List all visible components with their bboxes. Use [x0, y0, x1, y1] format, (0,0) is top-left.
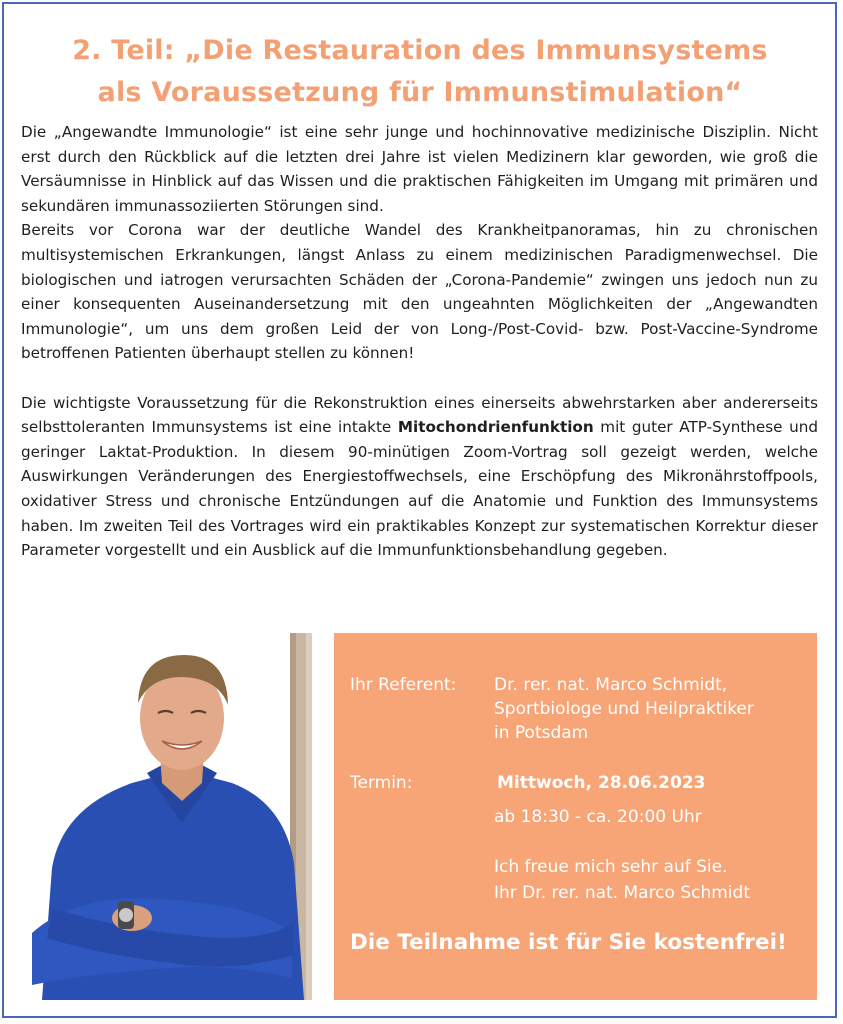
closing-greeting: Ich freue mich sehr auf Sie.: [494, 857, 728, 877]
referent-location: in Potsdam: [494, 723, 589, 743]
mitochondria-highlight: Mitochondrienfunktion: [397, 418, 594, 437]
paragraph-3-end: mit guter ATP-Synthese und geringer Laktat-Produktion. In diesem 90-minütigen Zoom-Vortrag soll gezeigt werden, welche Auswirkungen Veränderungen des Energiestoffwechsels, eine Erschöpfung des Mikronährstoffpools, oxidativer Stress und chronische Entzündungen auf die Anatomie und Funktion des Immunsystems haben. Im zweiten Teil des Vortrages wird ein praktikables Konzept zur systematischen Korrektur dieser Parameter vorgestellt und ein Ausblick auf die Immunfunktionsbehandlung gegeben.: [21, 418, 818, 560]
title-line-1: 2. Teil: „Die Restauration des Immunsystems: [72, 35, 768, 66]
paragraph-3: [21, 391, 818, 563]
event-time: ab 18:30 - ca. 20:00 Uhr: [494, 807, 702, 827]
referent-label: Ihr Referent:: [350, 675, 457, 695]
description-text: [21, 120, 818, 563]
paragraph-3-start: Die wichtigste Voraussetzung für die Rekonstruktion eines einerseits abwehrstarken aber andererseits selbsttoleranten Immunsystems ist eine intakte: [21, 393, 818, 437]
page-title: [20, 30, 820, 114]
event-info-box: [334, 633, 817, 1000]
free-participation-note: Die Teilnahme ist für Sie kostenfrei!: [350, 930, 787, 955]
closing-signature: Ihr Dr. rer. nat. Marco Schmidt: [494, 883, 750, 903]
referent-profession: Sportbiologe und Heilpraktiker: [494, 699, 754, 719]
referent-name: Dr. rer. nat. Marco Schmidt,: [494, 675, 728, 695]
speaker-photo: [22, 633, 322, 1000]
termin-label: Termin:: [350, 773, 413, 793]
event-date: Mittwoch, 28.06.2023: [497, 773, 706, 793]
paragraph-2: Bereits vor Corona war der deutliche Wandel des Krankheitpanoramas, hin zu chronischen multisystemischen Erkrankungen, längst Anlass zu einem medizinischen Paradigmenwechsel. Die biologischen und iatrogen verursachten Schäden der „Corona-Pandemie“ zwingen uns jedoch nun zu einer konsequenten Auseinandersetzung mit den ungeahnten Möglichkeiten der „Angewandten Immunologie“, um uns dem großen Leid der von Long-/Post-Covid- bzw. Post-Vaccine-Syndrome betroffenen Patienten überhaupt stellen zu können!: [21, 221, 818, 363]
paragraph-1: Die „Angewandte Immunologie“ ist eine sehr junge und hochinnovative medizinische Disziplin. Nicht erst durch den Rückblick auf die letzten drei Jahre ist vielen Medizinern klar geworden, wie groß die Versäumnisse in Hinblick auf das Wissen und die praktischen Fähigkeiten im Umgang mit primären und sekundären immunassoziierten Störungen sind.: [21, 123, 818, 215]
title-line-2: als Voraussetzung für Immunstimulation“: [97, 77, 743, 108]
